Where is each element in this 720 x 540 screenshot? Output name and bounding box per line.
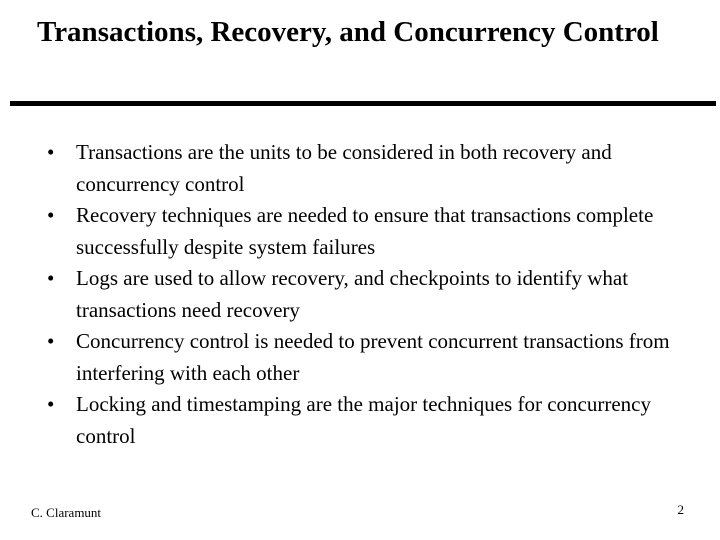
bullet-text: Logs are used to allow recovery, and checkpoints to identify what transactions need recovery: [76, 266, 629, 322]
bullet-item: [47, 389, 687, 452]
bullet-text: Locking and timestamping are the major techniques for concurrency control: [76, 392, 651, 448]
bullet-marker: •: [47, 203, 55, 227]
bullet-text: Recovery techniques are needed to ensure that transactions complete successfully despite system failures: [76, 203, 654, 259]
bullet-marker: •: [47, 140, 55, 164]
bullet-text: Concurrency control is needed to prevent concurrent transactions from interfering with each other: [76, 329, 670, 385]
bullet-marker: •: [47, 329, 55, 353]
bullet-list: [47, 137, 687, 452]
bullet-item: [47, 326, 687, 389]
bullet-item: [47, 137, 687, 200]
bullet-item: [47, 200, 687, 263]
slide-title: Transactions, Recovery, and Concurrency Control: [37, 16, 659, 48]
bullet-marker: •: [47, 392, 55, 416]
footer-author: C. Claramunt: [31, 505, 102, 520]
bullet-marker: •: [47, 266, 55, 290]
title-divider: [10, 101, 716, 106]
page-number: 2: [677, 502, 684, 517]
bullet-item: [47, 263, 687, 326]
bullet-text: Transactions are the units to be considered in both recovery and concurrency control: [76, 140, 612, 196]
